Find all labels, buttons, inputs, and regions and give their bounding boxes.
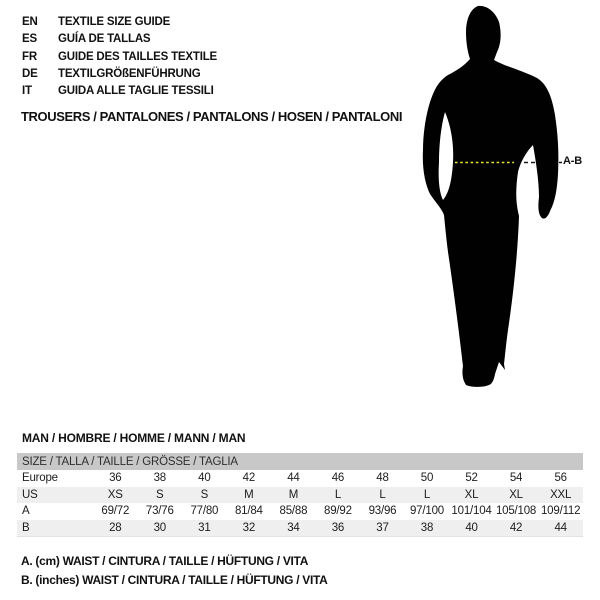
- garment-type-line: TROUSERS / PANTALONES / PANTALONS / HOSEN / PANTALONI: [21, 109, 403, 124]
- size-row-label: Europe: [22, 472, 58, 485]
- measure-label-ab: A-B: [563, 155, 582, 167]
- language-code: EN: [22, 16, 38, 28]
- size-row-label: US: [22, 488, 38, 501]
- size-cell: 42: [242, 472, 256, 485]
- size-cell: 34: [271, 520, 316, 537]
- size-table-header: SIZE / TALLA / TAILLE / GRÖSSE / TAGLIA: [17, 453, 583, 470]
- size-cell: 44: [287, 472, 300, 485]
- man-silhouette: [423, 6, 559, 387]
- language-label: GUÍA DE TALLAS: [58, 33, 151, 46]
- size-cell: 42: [494, 520, 539, 537]
- size-table: [17, 453, 583, 537]
- size-cell: 40: [449, 520, 494, 537]
- language-code: FR: [22, 50, 37, 63]
- language-row: [22, 31, 217, 48]
- language-row: [22, 14, 217, 31]
- language-code: DE: [22, 67, 38, 80]
- size-cell: 31: [182, 520, 227, 537]
- section-title-man: MAN / HOMBRE / HOMME / MANN / MAN: [22, 431, 246, 445]
- language-list: [22, 14, 217, 100]
- size-cell: L: [334, 488, 342, 501]
- size-cell: 109/112: [540, 505, 581, 518]
- language-code: IT: [22, 85, 32, 98]
- size-cell: 50: [420, 472, 434, 485]
- size-cell: 89/92: [324, 505, 352, 518]
- size-table-row: [17, 520, 583, 537]
- language-label: GUIDA ALLE TAGLIE TESSILI: [58, 85, 214, 98]
- size-cell: L: [379, 488, 386, 501]
- size-cell: 52: [465, 472, 478, 485]
- size-cell: M: [288, 488, 299, 501]
- language-label: TEXTILGRÖßENFÜHRUNG: [58, 67, 201, 80]
- size-row-label: A: [22, 505, 30, 518]
- size-cell: S: [156, 488, 164, 501]
- man-silhouette-figure: [400, 0, 600, 400]
- footnote: B. (inches) WAIST / CINTURA / TAILLE / HÜFTUNG / VITA: [21, 573, 328, 587]
- size-cell: 46: [331, 472, 345, 485]
- footnote: A. (cm) WAIST / CINTURA / TAILLE / HÜFTUNG / VITA: [21, 554, 309, 568]
- size-table-row: [17, 503, 583, 520]
- size-table-row: [17, 470, 583, 487]
- size-cell: 48: [376, 472, 389, 485]
- size-cell: 85/88: [279, 505, 308, 518]
- language-code: ES: [22, 33, 37, 46]
- size-cell: 32: [227, 520, 272, 537]
- size-cell: 30: [138, 520, 183, 537]
- size-cell: M: [244, 488, 254, 501]
- size-cell: XS: [107, 488, 123, 501]
- size-cell: XXL: [550, 488, 572, 501]
- size-cell: S: [200, 488, 209, 501]
- size-cell: 38: [405, 520, 450, 537]
- size-cell: 38: [153, 472, 166, 485]
- footnotes: [21, 552, 328, 590]
- size-cell: 40: [198, 472, 211, 485]
- size-cell: 37: [360, 520, 405, 537]
- size-cell: 93/96: [368, 505, 397, 518]
- size-cell: L: [423, 488, 431, 501]
- size-row-label: B: [17, 520, 93, 537]
- size-cell: 81/84: [234, 505, 263, 518]
- size-cell: 69/72: [101, 505, 130, 518]
- size-cell: 101/104: [451, 505, 492, 518]
- size-cell: 105/108: [495, 505, 537, 518]
- language-row: [22, 83, 217, 100]
- size-cell: 54: [509, 472, 523, 485]
- language-row: [22, 66, 217, 83]
- size-cell: XL: [509, 488, 523, 501]
- size-cell: 36: [109, 472, 122, 485]
- size-cell: 77/80: [190, 505, 219, 518]
- language-row: [22, 49, 217, 66]
- size-cell: XL: [464, 488, 479, 501]
- size-cell: 28: [93, 520, 138, 537]
- size-table-header-row: [17, 453, 583, 470]
- size-cell: 73/76: [145, 505, 174, 518]
- language-label: TEXTILE SIZE GUIDE: [58, 16, 171, 28]
- size-cell: 56: [554, 472, 567, 485]
- size-cell: 97/100: [409, 505, 444, 518]
- size-cell: 44: [538, 520, 583, 537]
- language-label: GUIDE DES TAILLES TEXTILE: [58, 50, 217, 63]
- size-table-row: [17, 487, 583, 504]
- size-cell: 36: [316, 520, 361, 537]
